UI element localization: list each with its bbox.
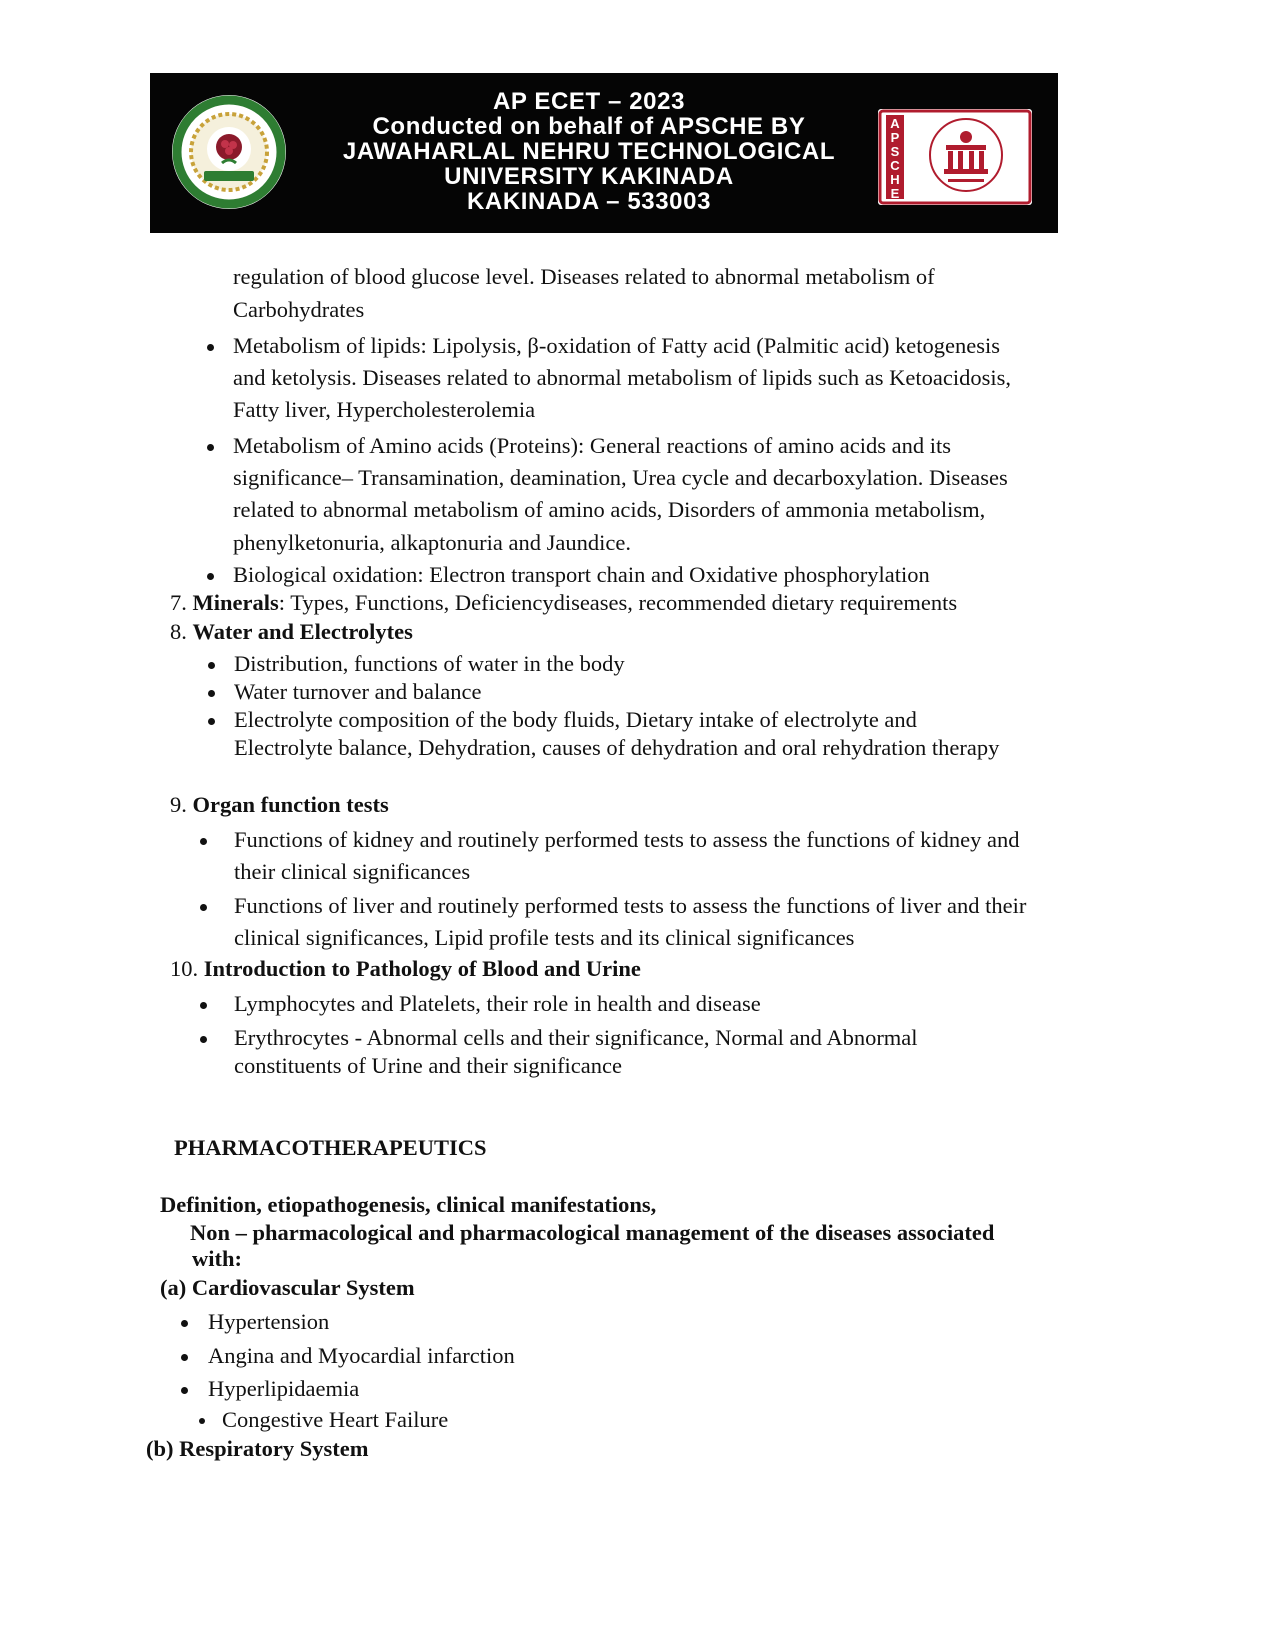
text-line: Metabolism of lipids: Lipolysis, β-oxidation of Fatty acid (Palmitic acid) ketogenesis: [233, 333, 1000, 358]
subsection-heading-respiratory: (b) Respiratory System: [146, 1436, 369, 1461]
section-heading-minerals: [170, 589, 957, 617]
text-line: and ketolysis. Diseases related to abnormal metabolism of lipids such as Ketoacidosis,: [233, 365, 1011, 390]
text-line: Angina and Myocardial infarction: [208, 1343, 515, 1368]
bullet-icon: [200, 838, 207, 845]
text-line: Non – pharmacological and pharmacological management of the diseases associated: [190, 1220, 995, 1245]
text-line: Biological oxidation: Electron transport chain and Oxidative phosphorylation: [233, 562, 930, 587]
text-line: Electrolyte balance, Dehydration, causes of dehydration and oral rehydration therapy: [234, 735, 1000, 760]
section-title: Water and Electrolytes: [192, 619, 413, 644]
text-line: regulation of blood glucose level. Diseases related to abnormal metabolism of: [233, 264, 935, 289]
section-number: 9.: [170, 792, 187, 817]
text-line: Metabolism of Amino acids (Proteins): General reactions of amino acids and its: [233, 433, 951, 458]
section-heading-pathology: [170, 955, 641, 983]
section-number: 10.: [170, 956, 199, 981]
bullet-icon: [208, 718, 215, 725]
text-line: Congestive Heart Failure: [222, 1407, 449, 1432]
section-title: Introduction to Pathology of Blood and Urine: [203, 956, 641, 981]
pharmacotherapeutics-heading: PHARMACOTHERAPEUTICS: [174, 1135, 487, 1160]
text-line: Functions of liver and routinely performed tests to assess the functions of liver and their: [234, 893, 1027, 918]
banner-line-2: Conducted on behalf of APSCHE BY: [372, 113, 806, 140]
svg-text:E: E: [890, 186, 900, 201]
bullet-icon: [181, 1354, 188, 1361]
section-title: Organ function tests: [192, 792, 389, 817]
section-title: Minerals: [192, 590, 279, 615]
text-line: Definition, etiopathogenesis, clinical manifestations,: [160, 1192, 657, 1217]
banner-line-1: AP ECET – 2023: [492, 88, 686, 115]
text-line: Electrolyte composition of the body fluids, Dietary intake of electrolyte and: [234, 707, 917, 732]
svg-text:H: H: [890, 172, 900, 187]
text-line: Water turnover and balance: [234, 679, 482, 704]
bullet-icon: [207, 444, 214, 451]
section-number: 7.: [170, 590, 187, 615]
text-line: Carbohydrates: [233, 297, 365, 322]
text-line: Hyperlipidaemia: [208, 1376, 360, 1401]
bullet-icon: [181, 1320, 188, 1327]
bullet-icon: [208, 690, 215, 697]
text-line: related to abnormal metabolism of amino acids, Disorders of ammonia metabolism,: [233, 497, 986, 522]
section-number: 8.: [170, 619, 187, 644]
bullet-icon: [200, 1002, 207, 1009]
section-heading-organ-function: [170, 791, 389, 819]
svg-text:A: A: [890, 116, 900, 131]
subsection-heading-cardiovascular: (a) Cardiovascular System: [160, 1275, 415, 1300]
bullet-icon: [200, 904, 207, 911]
bullet-icon: [181, 1387, 188, 1394]
banner-line-5: KAKINADA – 533003: [466, 188, 712, 215]
section-text: : Types, Functions, Deficiencydiseases, recommended dietary requirements: [278, 590, 958, 615]
svg-text:S: S: [890, 144, 900, 159]
text-line: with:: [192, 1246, 242, 1271]
svg-text:P: P: [890, 130, 900, 145]
section-heading-water: [170, 618, 413, 646]
text-line: clinical significances, Lipid profile tests and its clinical significances: [234, 925, 855, 950]
svg-text:C: C: [890, 158, 900, 173]
bullet-icon: [200, 1036, 207, 1043]
banner-line-4: UNIVERSITY KAKINADA: [444, 163, 734, 190]
banner-line-3: JAWAHARLAL NEHRU TECHNOLOGICAL: [342, 138, 836, 165]
text-line: Erythrocytes - Abnormal cells and their significance, Normal and Abnormal: [234, 1025, 918, 1050]
text-line: their clinical significances: [234, 859, 471, 884]
text-line: constituents of Urine and their significance: [234, 1053, 623, 1078]
text-line: Fatty liver, Hypercholesterolemia: [233, 397, 536, 422]
text-line: Lymphocytes and Platelets, their role in health and disease: [234, 991, 761, 1016]
text-line: Functions of kidney and routinely performed tests to assess the functions of kidney and: [234, 827, 1020, 852]
text-line: phenylketonuria, alkaptonuria and Jaundice.: [233, 530, 631, 555]
text-line: significance– Transamination, deamination, Urea cycle and decarboxylation. Diseases: [233, 465, 1008, 490]
bullet-icon: [207, 344, 214, 351]
bullet-icon: [208, 662, 215, 669]
bullet-icon: [207, 573, 214, 580]
text-line: Hypertension: [208, 1309, 330, 1334]
bullet-icon: [199, 1418, 205, 1424]
text-line: Distribution, functions of water in the body: [234, 651, 625, 676]
